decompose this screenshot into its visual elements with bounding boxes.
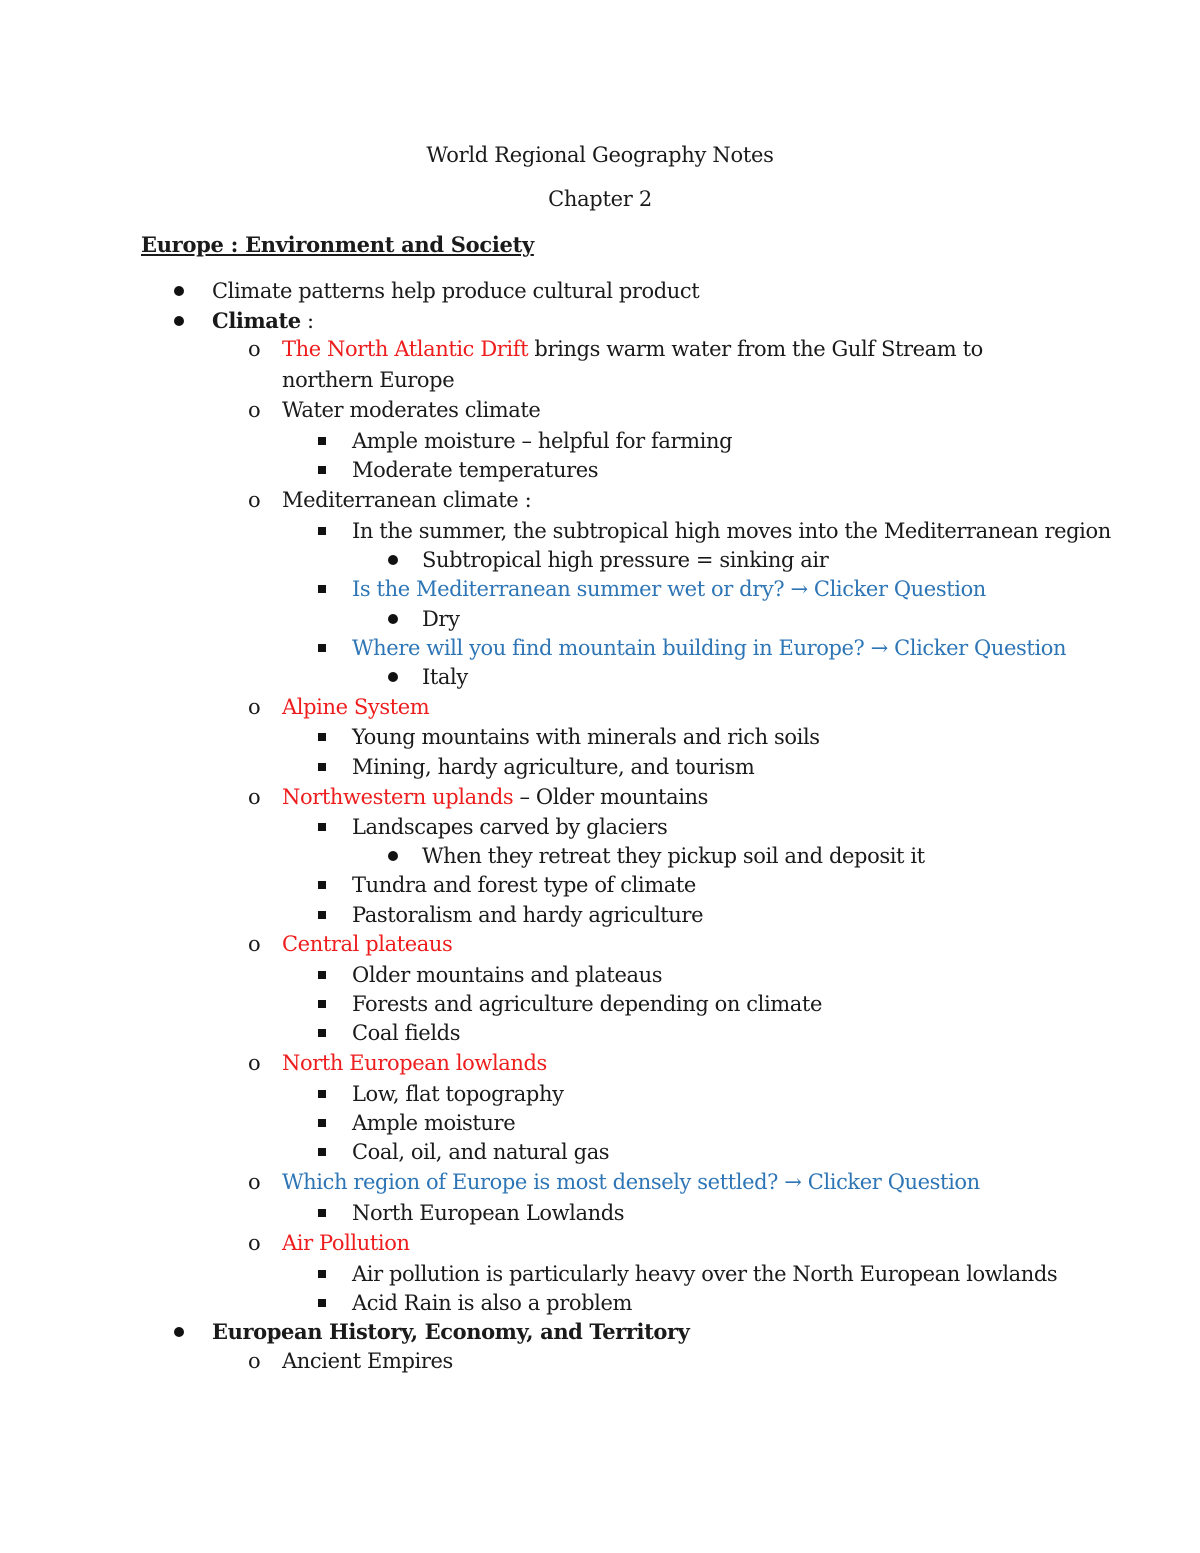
bullet-circle-icon: o: [248, 1231, 261, 1255]
bullet-square-icon: [318, 971, 326, 979]
bullet-square-icon: [318, 644, 326, 652]
bullet-square-icon: [318, 1299, 326, 1307]
bullet-disc-icon: [174, 1327, 184, 1337]
bullet-circle-icon: o: [248, 695, 261, 719]
bullet-square-icon: [318, 1148, 326, 1156]
section-heading: Europe : Environment and Society: [141, 232, 534, 257]
bullet-square-icon: [318, 585, 326, 593]
document-page: World Regional Geography Notes Chapter 2 Europe : Environment and Society Climate patterns help produce cultural product Climate : o The North Atlantic Drift brings warm water from the Gulf Stream to northern Europe o Water moderates climate Ample moisture – helpful for farming Moderate temperatures o Mediterranean climate : In the summer, the subtropical high moves into the Mediterranean region Subtropical high pressure = sinking air Is the Mediterranean summer wet or dry? → Clicker Question Dry Where will you find mountain building in Europe? → Clicker Question Italy o Alpine System Young mountains with minerals and rich soils Mining, hardy agriculture, and tourism o Northwestern uplands – Older mountains Landscapes carved by glaciers When they retreat they pickup soil and deposit it Tundra and forest type of climate Pastoralism and hardy agriculture o Central plateaus Older mountains and plateaus Forests and agriculture depending on climate Coal fields o North European lowlands Low, flat topography Ample moisture Coal, oil, and natural gas o Which region of Europe is most densely settled? → Clicker Question North European Lowlands o Air Pollution Air pollution is particularly heavy over the North European lowlands Acid Rain is also a problem European History, Economy, and Territory o Ancient Empires: [0, 0, 1200, 1553]
bullet-square-icon: [318, 1090, 326, 1098]
bullet-circle-icon: o: [248, 1051, 261, 1075]
bullet-disc-icon: [388, 555, 398, 565]
bullet-square-icon: [318, 527, 326, 535]
bullet-disc-icon: [388, 672, 398, 682]
bullet-square-icon: [318, 437, 326, 445]
bullet-square-icon: [318, 1270, 326, 1278]
document-title: World Regional Geography Notes: [426, 143, 774, 167]
bullet-square-icon: [318, 763, 326, 771]
bullet-square-icon: [318, 466, 326, 474]
bullet-disc-icon: [174, 286, 184, 296]
bullet-square-icon: [318, 911, 326, 919]
bullet-square-icon: [318, 1119, 326, 1127]
bullet-square-icon: [318, 733, 326, 741]
bullet-square-icon: [318, 823, 326, 831]
bullet-circle-icon: o: [248, 337, 261, 361]
bullet-circle-icon: o: [248, 488, 261, 512]
bullet-square-icon: [318, 1000, 326, 1008]
bullet-square-icon: [318, 881, 326, 889]
bullet-disc-icon: [388, 614, 398, 624]
chapter-title: Chapter 2: [548, 187, 652, 211]
bullet-circle-icon: o: [248, 1170, 261, 1194]
bullet-circle-icon: o: [248, 932, 261, 956]
bullet-disc-icon: [174, 316, 184, 326]
bullet-circle-icon: o: [248, 398, 261, 422]
bullet-circle-icon: o: [248, 785, 261, 809]
bullet-circle-icon: o: [248, 1349, 261, 1373]
bullet-square-icon: [318, 1209, 326, 1217]
bullet-square-icon: [318, 1029, 326, 1037]
bullet-disc-icon: [388, 851, 398, 861]
